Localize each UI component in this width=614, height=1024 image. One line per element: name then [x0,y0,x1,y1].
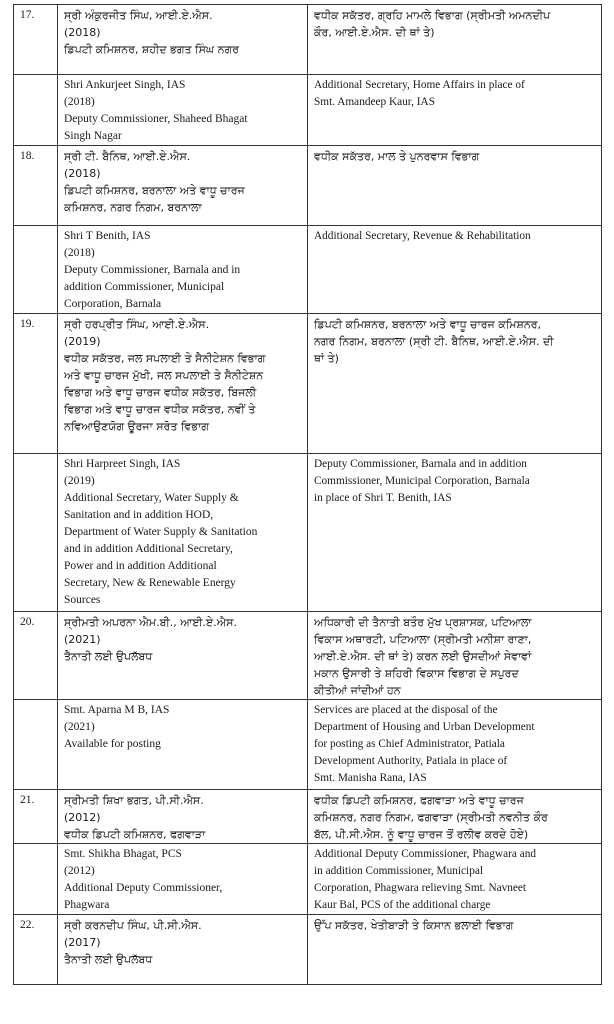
officer-line: ਵਿਭਾਗ ਅਤੇ ਵਾਧੂ ਚਾਰਜ ਵਧੀਕ ਸਕੱਤਰ, ਬਿਜਲੀ [64,386,257,399]
posting-line: Kaur Bal, PCS of the additional charge [314,899,491,911]
officer-line: ਵਧੀਕ ਡਿਪਟੀ ਕਮਿਸ਼ਨਰ, ਫਗਵਾੜਾ [64,828,206,841]
officer-line: Shri T Benith, IAS [64,230,151,242]
entry-21-en-row [14,844,602,915]
orders-table-body [14,5,602,985]
entry-22-pa-row [14,915,602,985]
posting-line: ਮਕਾਨ ਉਸਾਰੀ ਤੇ ਸ਼ਹਿਰੀ ਵਿਕਾਸ ਵਿਭਾਗ ਦੇ ਸਪੁਰਦ [314,667,519,680]
officer-line: (2021) [64,633,101,646]
officer-line: (2018) [64,96,95,108]
posting-line: Commissioner, Municipal Corporation, Barnala [314,475,530,487]
officer-line: Singh Nagar [64,130,122,142]
officer-cell-pa [58,612,308,700]
entry-19-pa-row [14,314,602,454]
officer-line: and in addition Additional Secretary, [64,543,233,555]
officer-line: (2017) [64,936,101,949]
officer-line: Deputy Commissioner, Barnala and in [64,264,241,276]
officer-line: ਵਿਭਾਗ ਅਤੇ ਵਾਧੂ ਚਾਰਜ ਵਧੀਕ ਸਕੱਤਰ, ਨਵੀਂ ਤੇ [64,403,256,416]
serial-number-cell [14,700,58,790]
posting-cell-en [308,844,602,915]
posting-cell-pa [308,790,602,844]
officer-line: Smt. Shikha Bhagat, PCS [64,848,182,860]
entry-18-pa-row [14,146,602,226]
officer-line: ਸ੍ਰੀਮਤੀ ਸ਼ਿਖਾ ਭਗਤ, ਪੀ.ਸੀ.ਐਸ. [64,794,204,807]
posting-cell-pa [308,146,602,226]
serial-number-cell [14,454,58,612]
orders-table [13,4,602,985]
posting-line: ਵਧੀਕ ਡਿਪਟੀ ਕਮਿਸ਼ਨਰ, ਫਗਵਾੜਾ ਅਤੇ ਵਾਧੂ ਚਾਰਜ [314,794,524,807]
serial-number-cell [14,5,58,75]
posting-line: for posting as Chief Administrator, Patiala [314,738,505,750]
entry-19-en-row [14,454,602,612]
posting-line: ਵਧੀਕ ਸਕੱਤਰ, ਮਾਲ ਤੇ ਪੁਨਰਵਾਸ ਵਿਭਾਗ [314,150,480,163]
officer-line: ਤੈਨਾਤੀ ਲਈ ਉਪਲੱਬਧ [64,650,153,663]
posting-line: Department of Housing and Urban Development [314,721,535,733]
entry-21-pa-row [14,790,602,844]
officer-line: Corporation, Barnala [64,298,162,310]
serial-number-cell [14,146,58,226]
posting-line: ਥਾਂ ਤੇ) [314,352,339,365]
posting-cell-en [308,454,602,612]
officer-line: ਨਵਿਆਉਣਯੋਗ ਊਰਜਾ ਸਰੋਤ ਵਿਭਾਗ [64,420,209,433]
officer-line: Secretary, New & Renewable Energy [64,577,236,589]
officer-line: ਤੈਨਾਤੀ ਲਈ ਉਪਲੱਬਧ [64,953,153,966]
posting-line: Services are placed at the disposal of the [314,704,498,716]
serial-number: 22. [20,919,35,931]
officer-line: Shri Harpreet Singh, IAS [64,458,181,470]
posting-cell-en [308,226,602,314]
serial-number-cell [14,314,58,454]
posting-line: Smt. Manisha Rana, IAS [314,772,427,784]
posting-cell-en [308,700,602,790]
officer-line: (2019) [64,475,95,487]
officer-line: (2018) [64,26,101,39]
officer-line: ਕਮਿਸ਼ਨਰ, ਨਗਰ ਨਿਗਮ, ਬਰਨਾਲਾ [64,201,202,214]
posting-line: ਨਗਰ ਨਿਗਮ, ਬਰਨਾਲਾ (ਸ੍ਰੀ ਟੀ. ਬੈਨਿਥ, ਆਈ.ਏ.ਐਸ. ਦੀ [314,335,554,348]
serial-number-cell [14,612,58,700]
serial-number-cell [14,75,58,146]
officer-line: addition Commissioner, Municipal [64,281,225,293]
officer-line: Phagwara [64,899,110,911]
officer-line: (2018) [64,247,95,259]
entry-18-en-row [14,226,602,314]
posting-cell-pa [308,612,602,700]
officer-line: Shri Ankurjeet Singh, IAS [64,79,186,91]
serial-number-cell [14,226,58,314]
officer-line: Smt. Aparna M B, IAS [64,704,170,716]
officer-line: Additional Deputy Commissioner, [64,882,223,894]
officer-line: (2019) [64,335,101,348]
officer-line: Department of Water Supply & Sanitation [64,526,258,538]
officer-line: ਸ੍ਰੀਮਤੀ ਅਪਰਨਾ ਐਮ.ਬੀ., ਆਈ.ਏ.ਐਸ. [64,616,237,629]
serial-number-cell [14,844,58,915]
entry-17-pa-row [14,5,602,75]
officer-cell-en [58,700,308,790]
posting-cell-en [308,75,602,146]
posting-line: Additional Secretary, Home Affairs in place of [314,79,525,91]
posting-line: in addition Commissioner, Municipal [314,865,483,877]
posting-line: ਵਧੀਕ ਸਕੱਤਰ, ਗ੍ਰਹਿ ਮਾਮਲੇ ਵਿਭਾਗ (ਸ੍ਰੀਮਤੀ ਅਮਨਦੀਪ [314,9,551,22]
officer-line: (2018) [64,167,101,180]
officer-line: ਅਤੇ ਵਾਧੂ ਚਾਰਜ ਮੁੱਖੀ, ਜਲ ਸਪਲਾਈ ਤੇ ਸੈਨੀਟੇਸ਼ਨ [64,369,264,382]
serial-number-cell [14,790,58,844]
officer-cell-pa [58,5,308,75]
entry-20-pa-row [14,612,602,700]
officer-line: (2021) [64,721,95,733]
posting-line: ਕੀਤੀਆਂ ਜਾਂਦੀਆਂ ਹਨ [314,684,401,697]
officer-line: Power and in addition Additional [64,560,217,572]
officer-line: ਡਿਪਟੀ ਕਮਿਸ਼ਨਰ, ਬਰਨਾਲਾ ਅਤੇ ਵਾਧੂ ਚਾਰਜ [64,184,245,197]
officer-cell-pa [58,915,308,985]
posting-line: ਅਧਿਕਾਰੀ ਦੀ ਤੈਨਾਤੀ ਬਤੌਰ ਮੁੱਖ ਪ੍ਰਸ਼ਾਸਕ, ਪਟਿਆਲਾ [314,616,532,629]
officer-line: (2012) [64,865,95,877]
officer-cell-en [58,454,308,612]
officer-line: (2012) [64,811,101,824]
officer-cell-pa [58,146,308,226]
posting-line: ਕੌਰ, ਆਈ.ਏ.ਐਸ. ਦੀ ਥਾਂ ਤੇ) [314,26,435,39]
posting-line: Additional Deputy Commissioner, Phagwara and [314,848,536,860]
serial-number: 17. [20,9,35,21]
posting-line: ਬੱਲ, ਪੀ.ਸੀ.ਐਸ. ਨੂੰ ਵਾਧੂ ਚਾਰਜ ਤੋਂ ਰਲੀਵ ਕਰਦੇ ਹੋਏ) [314,828,529,841]
officer-line: Deputy Commissioner, Shaheed Bhagat [64,113,248,125]
officer-cell-pa [58,790,308,844]
officer-line: Sanitation and in addition HOD, [64,509,214,521]
officer-line: ਸ੍ਰੀ ਟੀ. ਬੈਨਿਥ, ਆਈ.ਏ.ਐਸ. [64,150,191,163]
officer-line: Available for posting [64,738,161,750]
posting-cell-pa [308,915,602,985]
officer-line: ਡਿਪਟੀ ਕਮਿਸ਼ਨਰ, ਸ਼ਹੀਦ ਭਗਤ ਸਿੰਘ ਨਗਰ [64,43,239,56]
serial-number-cell [14,915,58,985]
posting-line: ਆਈ.ਏ.ਐਸ. ਦੀ ਥਾਂ ਤੇ) ਕਰਨ ਲਈ ਉਸਦੀਆਂ ਸੇਵਾਵਾਂ [314,650,532,663]
posting-cell-pa [308,5,602,75]
officer-line: ਸ੍ਰੀ ਹਰਪ੍ਰੀਤ ਸਿੰਘ, ਆਈ.ਏ.ਐਸ. [64,318,210,331]
serial-number: 19. [20,318,35,330]
posting-line: Smt. Amandeep Kaur, IAS [314,96,435,108]
entry-17-en-row [14,75,602,146]
officer-cell-pa [58,314,308,454]
posting-line: ਵਿਕਾਸ ਅਥਾਰਟੀ, ਪਟਿਆਲਾ (ਸ੍ਰੀਮਤੀ ਮਨੀਸ਼ਾ ਰਾਣਾ, [314,633,532,646]
posting-line: Corporation, Phagwara relieving Smt. Navneet [314,882,527,894]
officer-cell-en [58,226,308,314]
posting-line: Deputy Commissioner, Barnala and in addition [314,458,527,470]
officer-line: ਸ੍ਰੀ ਅੰਕੁਰਜੀਤ ਸਿੰਘ, ਆਈ.ਏ.ਐਸ. [64,9,213,22]
serial-number: 20. [20,616,35,628]
posting-line: ਉੱਪ ਸਕੱਤਰ, ਖੇਤੀਬਾੜੀ ਤੇ ਕਿਸਾਨ ਭਲਾਈ ਵਿਭਾਗ [314,919,514,932]
officer-line: ਸ੍ਰੀ ਕਰਨਦੀਪ ਸਿੰਘ, ਪੀ.ਸੀ.ਐਸ. [64,919,202,932]
posting-line: in place of Shri T. Benith, IAS [314,492,452,504]
officer-cell-en [58,75,308,146]
serial-number: 18. [20,150,35,162]
officer-cell-en [58,844,308,915]
officer-line: Sources [64,594,101,606]
serial-number: 21. [20,794,35,806]
officer-line: ਵਧੀਕ ਸਕੱਤਰ, ਜਲ ਸਪਲਾਈ ਤੇ ਸੈਨੀਟੇਸ਼ਨ ਵਿਭਾਗ [64,352,266,365]
officer-line: Additional Secretary, Water Supply & [64,492,239,504]
entry-20-en-row [14,700,602,790]
posting-line: ਡਿਪਟੀ ਕਮਿਸ਼ਨਰ, ਬਰਨਾਲਾ ਅਤੇ ਵਾਧੂ ਚਾਰਜ ਕਮਿਸ਼ਨਰ, [314,318,542,331]
posting-line: Additional Secretary, Revenue & Rehabilitation [314,230,531,242]
posting-line: Development Authority, Patiala in place of [314,755,508,767]
posting-cell-pa [308,314,602,454]
posting-line: ਕਮਿਸ਼ਨਰ, ਨਗਰ ਨਿਗਮ, ਫਗਵਾੜਾ (ਸ੍ਰੀਮਤੀ ਨਵਨੀਤ ਕੌਰ [314,811,548,824]
